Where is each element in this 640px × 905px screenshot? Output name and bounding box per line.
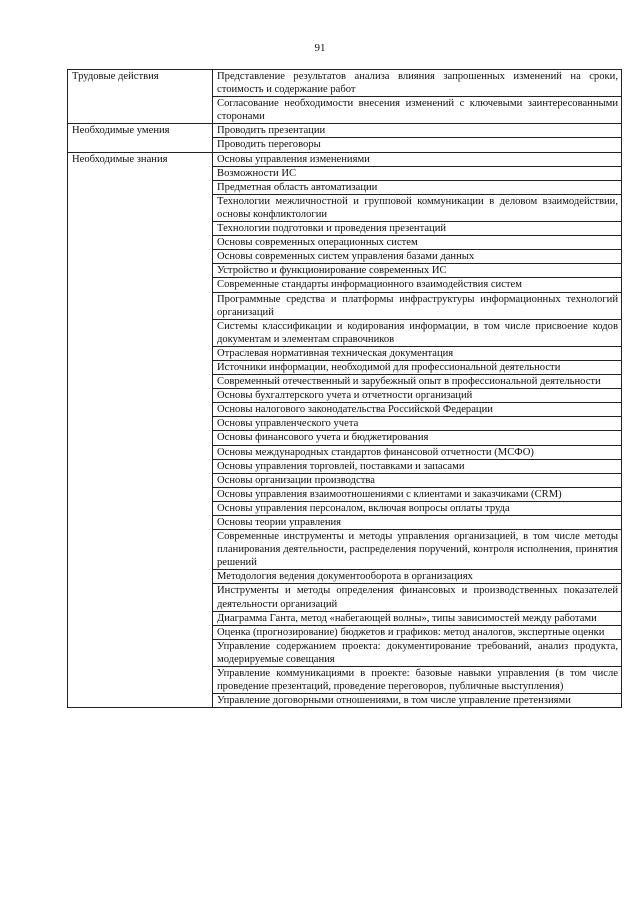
- page-number: 91: [314, 42, 326, 54]
- table-cell: [213, 611, 622, 625]
- table-cell: [213, 445, 622, 459]
- table-cell: [213, 570, 622, 584]
- requirement-text: Технологии межличностной и групповой коммуникации в деловом взаимодействии, основы конфликтологии: [217, 195, 618, 220]
- competency-table-body: [68, 70, 622, 708]
- requirement-text: Управление коммуникациями в проекте: базовые навыки управления (в том числе проведение презентаций, проведение переговоров, публичные выступления): [217, 668, 618, 693]
- table-cell: [213, 417, 622, 431]
- table-cell: [213, 250, 622, 264]
- requirement-text: Управление договорными отношениями, в том числе управление претензиями: [217, 695, 571, 707]
- requirement-text: Программные средства и платформы инфраструктуры информационных технологий организаций: [217, 293, 618, 318]
- table-cell: [213, 375, 622, 389]
- requirement-text: Основы международных стандартов финансовой отчетности (МСФО): [217, 446, 534, 458]
- table-cell: [213, 222, 622, 236]
- requirement-text: Основы финансового учета и бюджетирования: [217, 432, 429, 444]
- table-cell: [213, 264, 622, 278]
- section-label: Трудовые действия: [68, 70, 213, 124]
- table-cell: [213, 625, 622, 639]
- requirement-text: Современные стандарты информационного взаимодействия систем: [217, 279, 522, 291]
- table-cell: [213, 236, 622, 250]
- section-label: Необходимые знания: [68, 152, 213, 708]
- requirement-text: Проводить переговоры: [217, 139, 321, 151]
- table-cell: [213, 97, 622, 124]
- requirement-text: Управление содержанием проекта: документирование требований, анализ продукта, модерируемые совещания: [217, 640, 618, 665]
- table-cell: [213, 639, 622, 666]
- table-cell: [213, 180, 622, 194]
- requirement-text: Основы управленческого учета: [217, 418, 359, 430]
- table-cell: [213, 431, 622, 445]
- requirement-text: Основы управления изменениями: [217, 153, 370, 165]
- requirement-text: Диаграмма Ганта, метод «набегающей волны», типы зависимостей между работами: [217, 612, 597, 624]
- table-row: [68, 124, 622, 138]
- table-cell: [213, 487, 622, 501]
- table-cell: [213, 459, 622, 473]
- table-cell: [213, 292, 622, 319]
- requirement-text: Основы теории управления: [217, 517, 342, 528]
- table-cell: [213, 667, 622, 694]
- requirement-text: Технологии подготовки и проведения презентаций: [217, 223, 447, 235]
- table-cell: [213, 389, 622, 403]
- table-cell: [213, 501, 622, 515]
- requirement-text: Источники информации, необходимой для профессиональной деятельности: [217, 361, 561, 373]
- requirement-text: Основы управления взаимоотношениями с клиентами и заказчиками (CRM): [217, 488, 562, 500]
- table-cell: [213, 473, 622, 487]
- requirement-text: Основы налогового законодательства Российской Федерации: [217, 404, 493, 416]
- requirement-text: Методология ведения документооборота в организациях: [217, 571, 473, 583]
- table-cell: [213, 166, 622, 180]
- table-cell: [213, 530, 622, 570]
- requirement-text: Оценка (прогнозирование) бюджетов и графиков: метод аналогов, экспертные оценки: [217, 626, 605, 638]
- table-cell: [213, 278, 622, 292]
- table-cell: [213, 194, 622, 221]
- table-cell: [213, 70, 622, 97]
- table-row: [68, 152, 622, 166]
- requirement-text: Современный отечественный и зарубежный опыт в профессиональной деятельности: [217, 376, 601, 388]
- table-cell: [213, 694, 622, 708]
- table-row: [68, 70, 622, 97]
- requirement-text: Представление результатов анализа влияния запрошенных изменений на сроки, стоимость и содержание работ: [217, 71, 618, 96]
- requirement-text: Предметная область автоматизации: [217, 181, 378, 193]
- table-cell: [213, 360, 622, 374]
- requirement-text: Инструменты и методы определения финансовых и производственных показателей деятельности организаций: [217, 585, 618, 610]
- table-cell: [213, 516, 622, 530]
- requirement-text: Системы классификации и кодирования информации, в том числе присвоение кодов документам и элементам справочников: [217, 320, 618, 345]
- table-cell: [213, 319, 622, 346]
- requirement-text: Согласование необходимости внесения изменений с ключевыми заинтересованными сторонами: [217, 98, 618, 123]
- requirement-text: Основы бухгалтерского учета и отчетности организаций: [217, 390, 473, 402]
- requirement-text: Проводить презентации: [217, 125, 326, 137]
- requirement-text: Современные инструменты и методы управления организацией, в том числе методы планирования деятельности, распределения поручений, контроля исполнения, принятия решений: [217, 531, 618, 569]
- table-cell: [213, 138, 622, 152]
- requirement-text: Устройство и функционирование современных ИС: [217, 265, 447, 277]
- table-cell: [213, 152, 622, 166]
- table-cell: [213, 584, 622, 611]
- requirement-text: Основы управления торговлей, поставками и запасами: [217, 460, 465, 472]
- requirement-text: Основы современных систем управления базами данных: [217, 251, 475, 263]
- table-cell: [213, 403, 622, 417]
- requirement-text: Основы современных операционных систем: [217, 237, 418, 249]
- requirement-text: Основы управления персоналом, включая вопросы оплаты труда: [217, 502, 510, 514]
- section-label: Необходимые умения: [68, 124, 213, 152]
- requirement-text: Возможности ИС: [217, 167, 297, 179]
- table-cell: [213, 124, 622, 138]
- requirement-text: Основы организации производства: [217, 474, 375, 486]
- table-cell: [213, 346, 622, 360]
- requirement-text: Отраслевая нормативная техническая документация: [217, 347, 454, 359]
- competency-table: [67, 69, 622, 708]
